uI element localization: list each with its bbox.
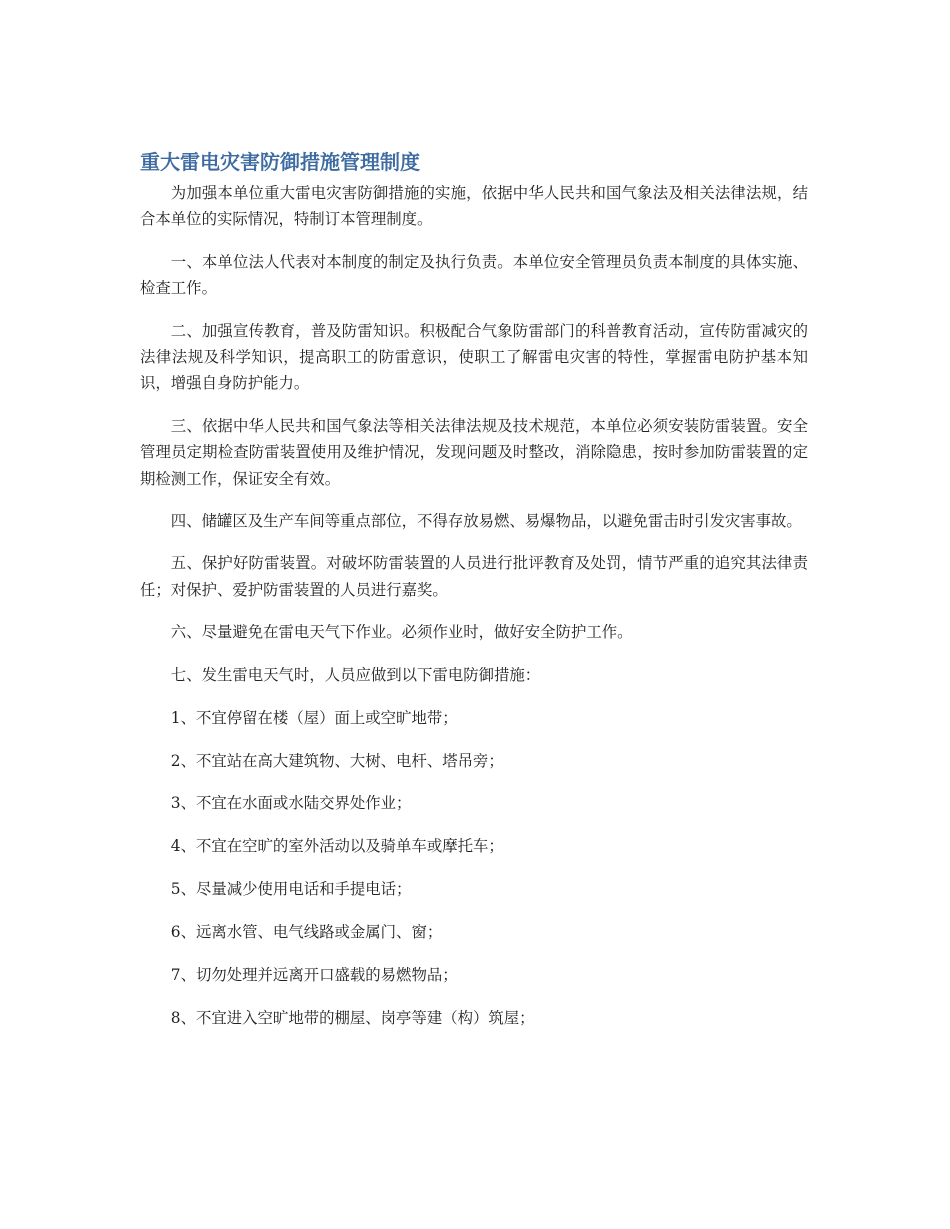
measure-item: 2、不宜站在高大建筑物、大树、电杆、塔吊旁； bbox=[170, 751, 504, 770]
measure-item: 8、不宜进入空旷地带的棚屋、岗亭等建（构）筑屋； bbox=[170, 1008, 535, 1027]
measure-item: 3、不宜在水面或水陆交界处作业； bbox=[170, 794, 412, 813]
document-title: 重大雷电灾害防御措施管理制度 bbox=[140, 150, 420, 174]
section-1-paragraph: 一、本单位法人代表对本制度的制定及执行负责。本单位安全管理员负责本制度的具体实施、检查工作。 bbox=[140, 252, 808, 298]
measure-item: 1、不宜停留在楼（屋）面上或空旷地带； bbox=[170, 708, 458, 727]
section-3-paragraph: 三、依据中华人民共和国气象法等相关法律法规及技术规范，本单位必须安装防雷装置。安全管理员定期检查防雷装置使用及维护情况，发现问题及时整改，消除隐患，按时参加防雷装置的定期检测工作，保证安全有效。 bbox=[140, 416, 808, 488]
section-4-paragraph: 四、储罐区及生产车间等重点部位，不得存放易燃、易爆物品，以避免雷击时引发灾害事故。 bbox=[170, 512, 802, 531]
measure-item: 7、切勿处理并远离开口盛载的易燃物品； bbox=[170, 966, 458, 985]
intro-paragraph: 为加强本单位重大雷电灾害防御措施的实施，依据中华人民共和国气象法及相关法律法规，结合本单位的实际情况，特制订本管理制度。 bbox=[140, 184, 808, 229]
section-5-paragraph: 五、保护好防雷装置。对破坏防雷装置的人员进行批评教育及处罚，情节严重的追究其法律责任；对保护、爱护防雷装置的人员进行嘉奖。 bbox=[140, 554, 808, 599]
section-7-paragraph: 七、发生雷电天气时，人员应做到以下雷电防御措施： bbox=[170, 665, 541, 684]
document-body bbox=[140, 148, 808, 1031]
measure-item: 5、尽量减少使用电话和手提电话； bbox=[170, 880, 412, 899]
section-6-paragraph: 六、尽量避免在雷电天气下作业。必须作业时，做好安全防护工作。 bbox=[170, 623, 633, 642]
measure-item: 4、不宜在空旷的室外活动以及骑单车或摩托车； bbox=[170, 837, 504, 856]
measure-item: 6、远离水管、电气线路或金属门、窗； bbox=[170, 923, 443, 942]
section-2-paragraph: 二、加强宣传教育，普及防雷知识。积极配合气象防雷部门的科普教育活动，宣传防雷减灾的法律法规及科学知识，提高职工的防雷意识，使职工了解雷电灾害的特性，掌握雷电防护基本知识，增强自身防护能力。 bbox=[140, 321, 808, 393]
